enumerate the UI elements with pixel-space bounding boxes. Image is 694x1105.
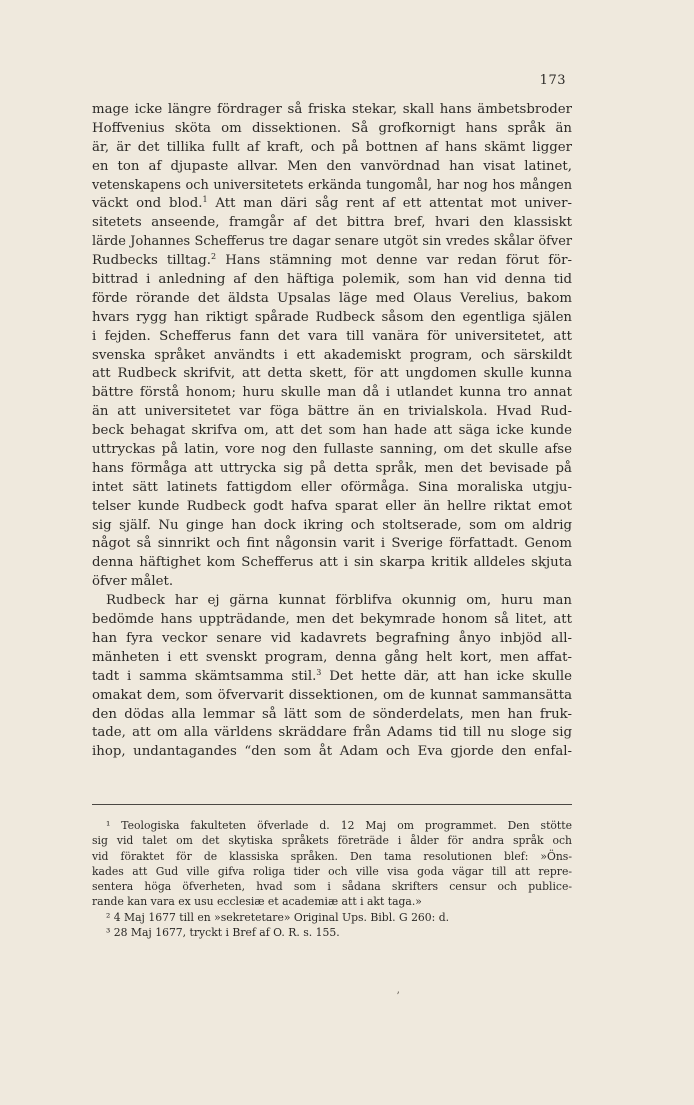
- body-line: [92, 554, 572, 573]
- body-text: [92, 101, 572, 762]
- body-line: [92, 743, 572, 762]
- body-line: [92, 706, 572, 725]
- body-line: [92, 177, 572, 196]
- body-line-text: sitetets anseende, framgår af det bittra bref, hvari den klassiskt: [92, 215, 572, 231]
- body-line: [92, 271, 572, 290]
- footnote-line-text: rande kan vara ex usu ecclesiæ et academiæ att i akt taga.»: [92, 895, 422, 909]
- body-line: [92, 630, 572, 649]
- body-line: [92, 592, 572, 611]
- body-line: [92, 517, 572, 536]
- footnote-line-text: vid föraktet för de klassiska språken. Den tama resolutionen blef: »Öns-: [92, 849, 572, 863]
- body-line: [92, 611, 572, 630]
- footnote-line: [92, 894, 572, 909]
- body-line: [92, 441, 572, 460]
- body-line-text: vetenskapens och universitetets erkända tungomål, har nog hos mången: [92, 177, 572, 193]
- body-line-text: mänheten i ett svenskt program, denna gång helt kort, men affat-: [92, 649, 572, 665]
- footnote-line-text: sentera höga öfverheten, hvad som i sådana skrifters censur och publice-: [92, 880, 572, 894]
- body-line-text: uttryckas på latin, vore nog den fullaste sanning, om det skulle afse: [92, 442, 572, 458]
- body-line-text: ihop, undantagandes “den som åt Adam och Eva gjorde den enfal-: [92, 744, 572, 760]
- footnote-line-text: kades att Gud ville gifva roliga tider och ville visa goda vägar till att repre-: [92, 864, 572, 878]
- footnote-reference: 2: [211, 252, 217, 262]
- body-line-text: Hoffvenius sköta om dissektionen. Så grofkornigt hans språk än: [92, 120, 572, 136]
- body-line: [92, 139, 572, 158]
- body-line-text: Det hette där, att han icke skulle: [321, 668, 572, 684]
- body-line: [92, 479, 572, 498]
- body-line: [92, 290, 572, 309]
- body-line: [92, 724, 572, 743]
- footnote-line: [92, 864, 572, 879]
- footnote-line: [92, 879, 572, 894]
- body-line-text: tade, att om alla världens skräddare från Adams tid till nu sloge sig: [92, 725, 572, 741]
- footnote-line: [92, 910, 572, 925]
- body-line-text: svenska språket användts i ett akademiskt program, och särskildt: [92, 347, 572, 363]
- body-line: [92, 195, 572, 214]
- footnote-line-text: ¹ Teologiska fakulteten öfverlade d. 12 Maj om programmet. Den stötte: [106, 819, 572, 832]
- footnote-reference: 3: [316, 667, 322, 677]
- body-line-text: bättre förstå honom; huru skulle man då i utlandet kunna tro annat: [92, 385, 572, 401]
- footnote-line-text: ³ 28 Maj 1677, tryckt i Bref af O. R. s. 155.: [106, 926, 340, 940]
- body-line-text: en ton af djupaste allvar. Men den vanvördnad han visat latinet,: [92, 158, 572, 174]
- footnote-line: [92, 833, 572, 848]
- body-line: [92, 668, 572, 687]
- body-line-text: bittrad i anledning af den häftiga polemik, som han vid denna tid: [92, 272, 572, 288]
- body-line-text: Rudbecks tilltag.: [92, 253, 212, 269]
- body-line: [92, 422, 572, 441]
- ink-mark: ʼ: [396, 990, 400, 1003]
- body-line: [92, 573, 572, 592]
- body-line-text: hvars rygg han riktigt spårade Rudbeck såsom den egentliga själen: [92, 309, 572, 325]
- footnote-line-text: sig vid talet om det skytiska språkets företräde i ålder för andra språk och: [92, 834, 572, 848]
- body-line: [92, 158, 572, 177]
- body-line-text: intet sätt latinets fattigdom eller oförmåga. Sina moraliska utgju-: [92, 479, 572, 495]
- body-line-text: sig själf. Nu ginge han dock ikring och stoltserade, som om aldrig: [92, 517, 572, 533]
- footnote-line-text: ² 4 Maj 1677 till en »sekretetare» Original Ups. Bibl. G 260: d.: [106, 910, 450, 924]
- page-number: 173: [539, 73, 566, 88]
- body-line-text: tadt i samma skämtsamma stil.: [92, 668, 317, 684]
- body-line-text: beck behagat skrifva om, att det som han hade att säga icke kunde: [92, 423, 572, 439]
- body-line: [92, 309, 572, 328]
- body-line-text: är, är det tillika fullt af kraft, och på bottnen af hans skämt ligger: [92, 139, 572, 155]
- body-line-text: den dödas alla lemmar så lätt som de sönderdelats, men han fruk-: [92, 706, 572, 722]
- body-line-text: Hans stämning mot denne var redan förut för-: [216, 253, 572, 269]
- body-line-text: omakat dem, som öfvervarit dissektionen, om de kunnat sammansätta: [92, 687, 572, 703]
- body-line: [92, 649, 572, 668]
- body-line: [92, 403, 572, 422]
- body-line-text: telser kunde Rudbeck godt hafva sparat eller än hellre riktat emot: [92, 498, 572, 514]
- body-line-text: mage icke längre fördrager så friska stekar, skall hans ämbetsbroder: [92, 102, 572, 117]
- body-line-text: hans förmåga att uttrycka sig på detta språk, men det bevisade på: [92, 460, 572, 476]
- body-line: [92, 120, 572, 139]
- footnote-line: [92, 925, 572, 940]
- body-line: [92, 328, 572, 347]
- footnote-line: [92, 818, 572, 833]
- footnote-divider: [92, 804, 572, 805]
- body-line-text: Rudbeck har ej gärna kunnat förblifva okunnig om, huru man: [106, 593, 572, 609]
- body-line-text: väckt ond blod.: [92, 196, 203, 212]
- body-line-text: denna häftighet kom Schefferus att i sin skarpa kritik alldeles skjuta: [92, 555, 572, 571]
- body-line: [92, 460, 572, 479]
- body-line-text: förde rörande det äldsta Upsalas läge med Olaus Verelius, bakom: [92, 290, 572, 306]
- body-line: [92, 347, 572, 366]
- body-line-text: Att man däri såg rent af ett attentat mot univer-: [207, 196, 572, 212]
- body-line-text: att Rudbeck skrifvit, att detta skett, för att ungdomen skulle kunna: [92, 366, 572, 382]
- body-line: [92, 365, 572, 384]
- footnotes: [92, 818, 572, 940]
- body-line-text: än att universitetet var föga bättre än en trivialskola. Hvad Rud-: [92, 404, 572, 420]
- footnote-reference: 1: [202, 195, 208, 205]
- body-line: [92, 252, 572, 271]
- body-line-text: något så sinnrikt och fint någonsin varit i Sverige författadt. Genom: [92, 536, 572, 552]
- body-line-text: han fyra veckor senare vid kadavrets begrafning ånyo inbjöd all-: [92, 630, 572, 646]
- body-line: [92, 384, 572, 403]
- body-line: [92, 498, 572, 517]
- body-line: [92, 214, 572, 233]
- body-line: [92, 101, 572, 120]
- body-line-text: lärde Johannes Schefferus tre dagar senare utgöt sin vredes skålar öfver: [92, 234, 572, 250]
- body-line-text: öfver målet.: [92, 574, 174, 590]
- footnote-line: [92, 849, 572, 864]
- body-line-text: bedömde hans uppträdande, men det bekymrade honom så litet, att: [92, 612, 572, 628]
- body-line-text: i fejden. Schefferus fann det vara till vanära för universitetet, att: [92, 328, 572, 344]
- body-line: [92, 687, 572, 706]
- body-line: [92, 535, 572, 554]
- body-line: [92, 233, 572, 252]
